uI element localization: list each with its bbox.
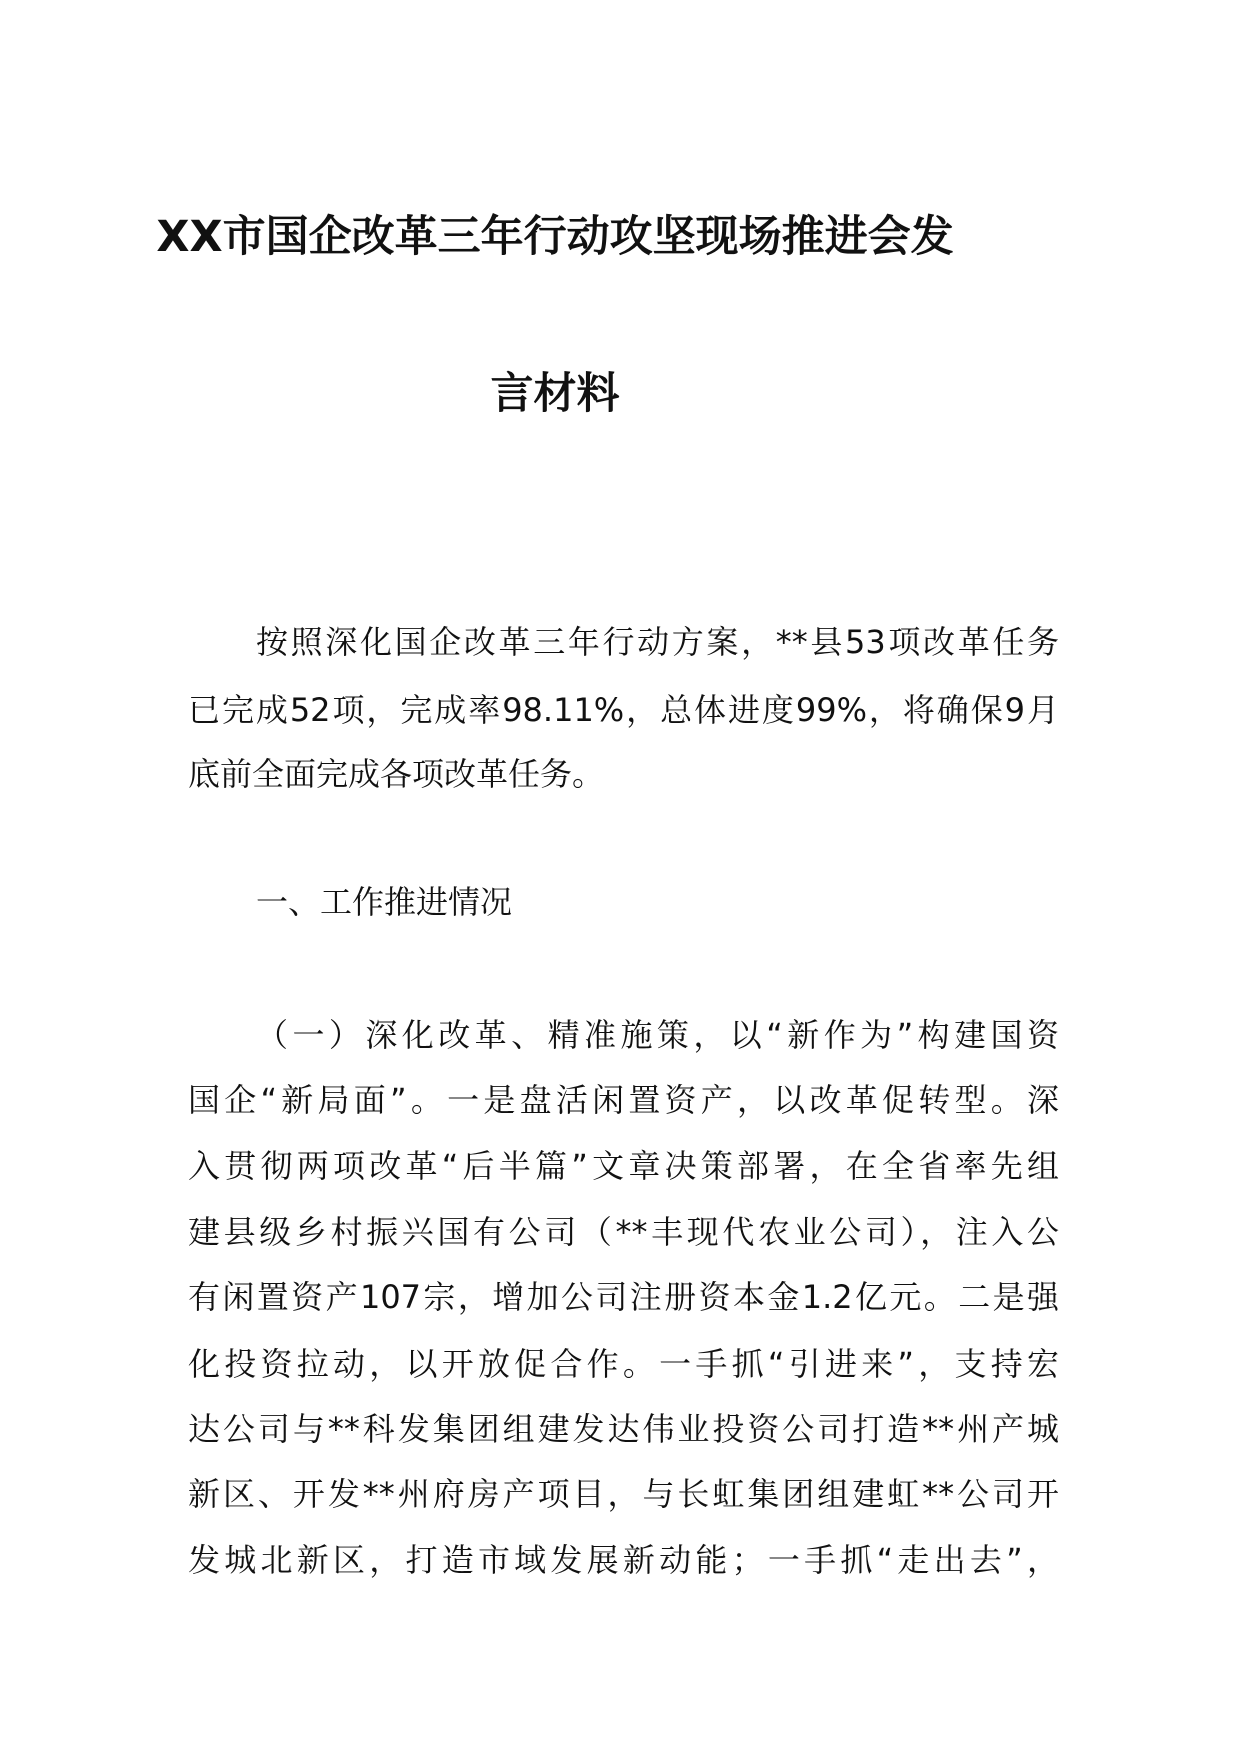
text-line: 新区、开发**州府房产项目，与长虹集团组建虹**公司开 xyxy=(188,1475,1059,1513)
document-title-line-1: XX市国企改革三年行动攻坚现场推进会发 xyxy=(156,212,954,262)
text-line: 已完成52项，完成率98.11%，总体进度99%，将确保9月 xyxy=(188,691,1059,729)
text-line: 入贯彻两项改革“后半篇”文章决策部署，在全省率先组 xyxy=(188,1147,1059,1185)
text-line: 国企“新局面”。一是盘活闲置资产，以改革促转型。深 xyxy=(188,1081,1059,1119)
document-title-line-2: 言材料 xyxy=(490,369,620,419)
text-line: 底前全面完成各项改革任务。 xyxy=(188,755,605,793)
text-line: 有闲置资产107宗，增加公司注册资本金1.2亿元。二是强 xyxy=(188,1278,1059,1316)
text-line: （一）深化改革、精准施策，以“新作为”构建国资 xyxy=(256,1016,1059,1054)
section-heading: 一、工作推进情况 xyxy=(256,883,513,921)
text-line: 建县级乡村振兴国有公司（**丰现代农业公司），注入公 xyxy=(188,1213,1059,1251)
text-line: 发城北新区，打造市域发展新动能；一手抓“走出去”， xyxy=(188,1541,1059,1579)
text-line: 按照深化国企改革三年行动方案，**县53项改革任务 xyxy=(256,623,1059,661)
text-line: 化投资拉动，以开放促合作。一手抓“引进来”，支持宏 xyxy=(188,1345,1059,1383)
text-line: 达公司与**科发集团组建发达伟业投资公司打造**州产城 xyxy=(188,1410,1059,1448)
